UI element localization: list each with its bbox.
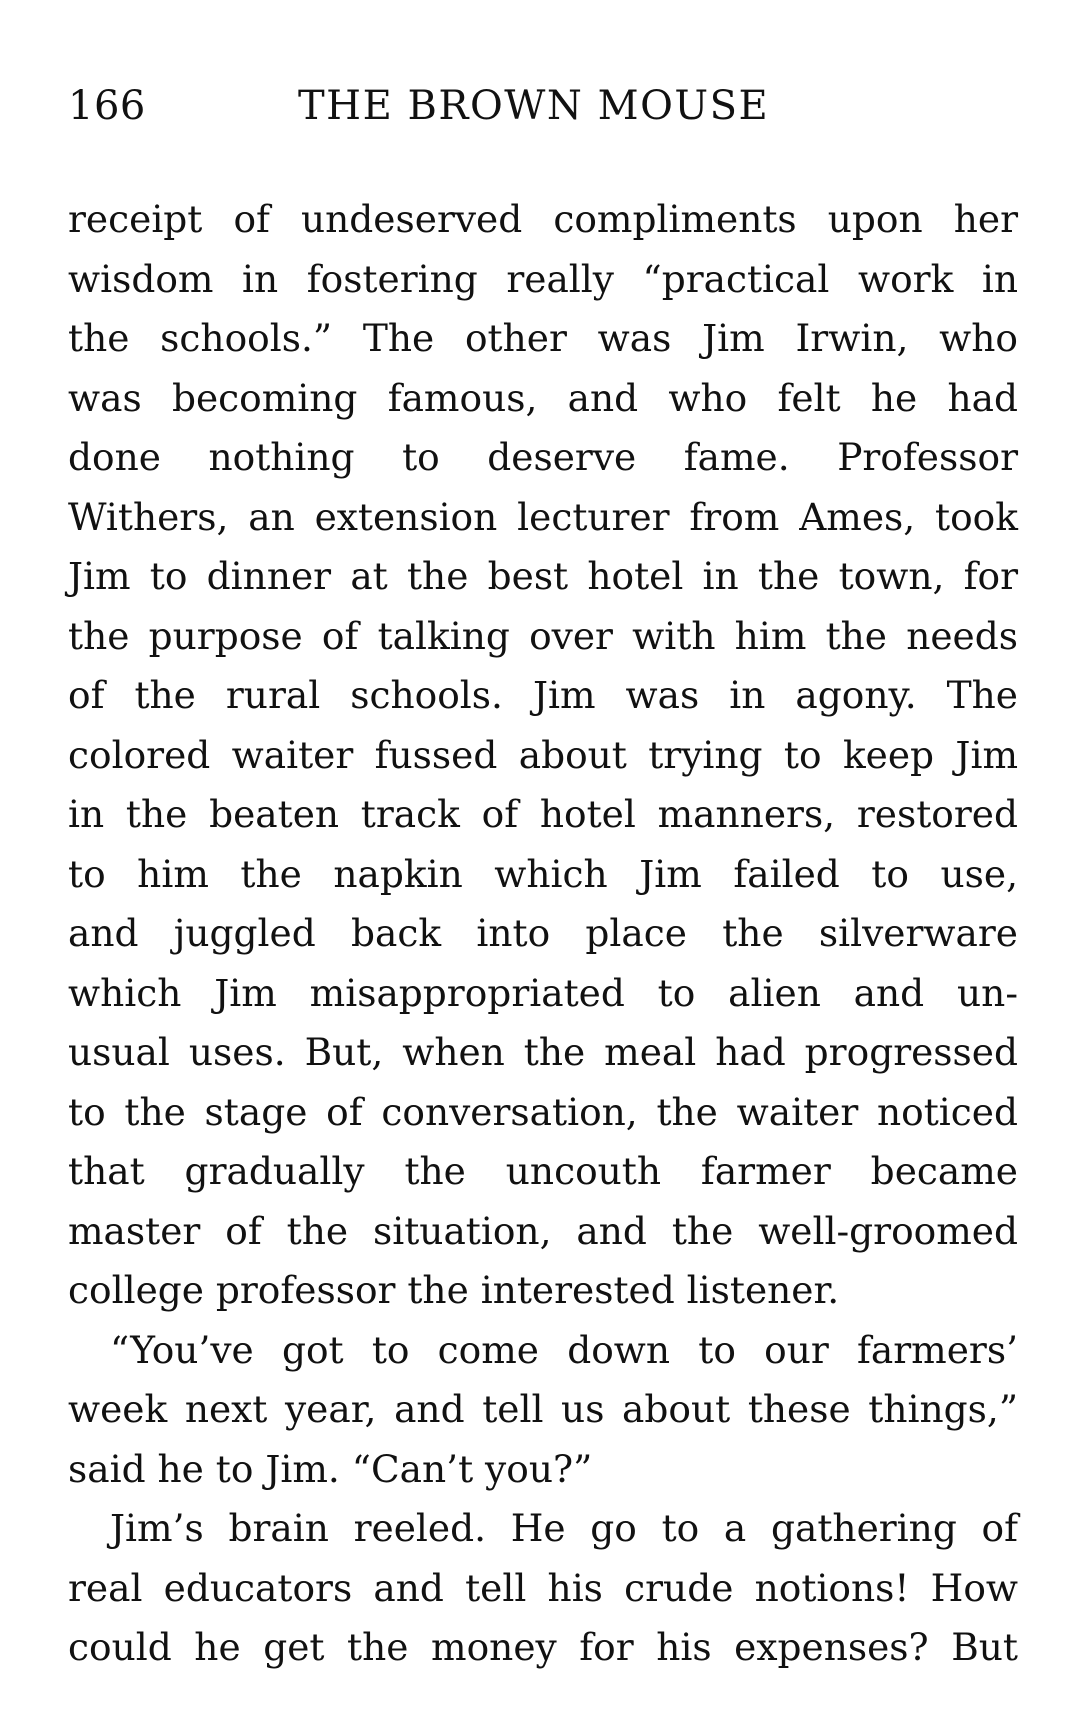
text-line: “You’ve got to come down to our farmers’	[110, 1327, 1018, 1372]
text-line: wisdom in fostering really “practical work in	[68, 256, 1018, 301]
text-line: week next year, and tell us about these things,”	[68, 1387, 1018, 1431]
running-title: THE BROWN MOUSE	[298, 83, 770, 129]
running-head	[68, 82, 968, 130]
text-line: colored waiter fussed about trying to keep Jim	[68, 732, 1018, 777]
body-text	[68, 190, 1018, 1678]
text-line: Withers, an extension lecturer from Ames, took	[68, 494, 1018, 539]
text-line: receipt of undeserved compliments upon her	[68, 197, 1018, 241]
text-line: college professor the interested listener.	[68, 1268, 840, 1312]
text-line: said he to Jim. “Can’t you?”	[68, 1446, 593, 1491]
text-line: Jim to dinner at the best hotel in the town, for	[68, 554, 1018, 598]
text-line: real educators and tell his crude notions! How	[68, 1565, 1018, 1610]
text-line: Jim’s brain reeled. He go to a gathering of	[110, 1506, 1018, 1550]
text-line: to him the napkin which Jim failed to use,	[68, 851, 1018, 896]
text-line: of the rural schools. Jim was in agony. The	[68, 673, 1018, 717]
text-line: was becoming famous, and who felt he had	[68, 375, 1018, 420]
page-number: 166	[68, 83, 146, 129]
text-line: usual uses. But, when the meal had progressed	[68, 1030, 1018, 1074]
text-line: done nothing to deserve fame. Professor	[68, 435, 1018, 479]
text-line: to the stage of conversation, the waiter noticed	[68, 1089, 1018, 1134]
text-line: and juggled back into place the silverware	[68, 911, 1018, 955]
text-line: which Jim misappropriated to alien and un-	[68, 970, 1018, 1015]
text-line: that gradually the uncouth farmer became	[68, 1149, 1018, 1193]
text-line: the purpose of talking over with him the needs	[68, 613, 1018, 658]
text-line: could he get the money for his expenses? But	[68, 1625, 1018, 1669]
text-line: master of the situation, and the well-groomed	[68, 1208, 1018, 1253]
text-line: the schools.” The other was Jim Irwin, who	[68, 316, 1018, 360]
text-line: in the beaten track of hotel manners, restored	[68, 792, 1018, 836]
